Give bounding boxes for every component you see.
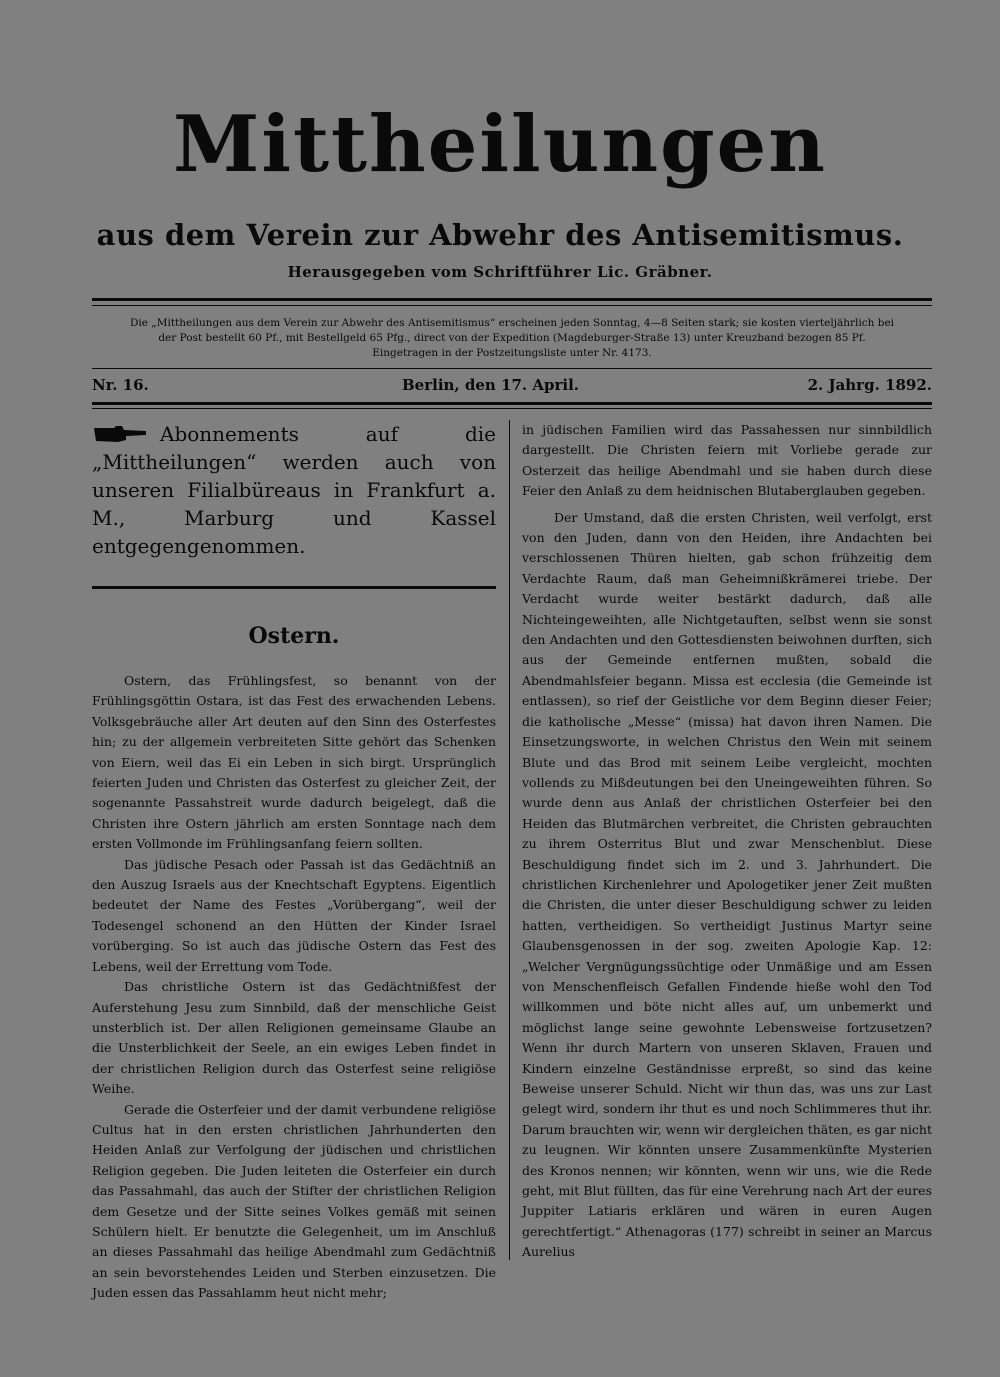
announcement-text: Abonnements auf die „Mittheilungen“ werden auch von unseren Filialbüreaus in Frankfurt a. M., Marburg und Kassel entgegengenommen. [92,422,496,558]
issue-number: Nr. 16. [92,376,149,394]
left-paragraph: Das jüdische Pesach oder Passah ist das Gedächtniß an den Auszug Israels aus der Knechtschaft Egyptens. Eigentlich bedeutet der Name des Festes „Vorübergang“, weil der Todesengel schonend an den Hütten der Kinder Israel vorüberging. So ist auch das jüdische Ostern das Fest des Lebens, weil der Errettung vom Tode. [92,856,496,974]
left-paragraph: Ostern, das Frühlingsfest, so benannt von der Frühlingsgöttin Ostara, ist das Fest des erwachenden Lebens. Volksgebräuche aller Art deuten auf den Sinn des Osterfestes hin; zu der allgemein verbreiteten Sitte gehört das Schenken von Eiern, weil das Ei ein Leben in sich birgt. Ursprünglich feierten Juden und Christen das Osterfest zu gleicher Zeit, der sogenannte Passahstreit wurde dadurch beigelegt, daß die Christen ihre Ostern jährlich am ersten Sonntage nach dem ersten Vollmonde im Frühlingsanfang feiern sollten. [92,673,496,852]
subscription-notice [92,316,932,361]
issue-year: 2. Jahrg. 1892. [807,376,932,394]
right-paragraph: in jüdischen Familien wird das Passahessen nur sinnbildlich dargestellt. Die Christen feiern mit Vorliebe gerade zur Osterzeit das heilige Abendmahl und sie haben durch diese Feier den Anlaß zu dem heidnischen Blutaberglauben gegeben. [522,422,932,499]
notice-line-2: der Post bestellt 60 Pf., mit Bestellgeld 65 Pfg., direct von der Expedition (Magdeburger-Straße 13) unter Kreuzband bezogen 85 Pf. [158,332,866,344]
publisher-line: Herausgegeben vom Schriftführer Lic. Gräbner. [287,263,713,281]
issue-rule-top [92,368,932,369]
right-column [522,420,932,1263]
left-paragraph: Das christliche Ostern ist das Gedächtnißfest der Auferstehung Jesu zum Sinnbild, daß der menschliche Geist unsterblich ist. Der allen Religionen gemeinsame Glaube an die Unsterblichkeit der Seele, an ein ewiges Leben findet in der christlichen Religion durch das Osterfest seine religiöse Weihe. [92,979,496,1097]
column-divider [509,420,510,1260]
article-title: Ostern. [248,623,340,649]
pointing-hand-icon [92,424,148,444]
masthead-subtitle: aus dem Verein zur Abwehr des Antisemitismus. [96,218,904,252]
issue-rule-bottom [92,402,932,405]
top-rule-thin [92,305,932,306]
right-paragraph: Der Umstand, daß die ersten Christen, weil verfolgt, erst von den Juden, dann von den Heiden, ihre Andachten bei verschlossenen Thüren hielten, gab schon frühzeitig dem Verdachte Raum, daß man Geheimnißkrämerei triebe. Der Verdacht wurde weiter bestärkt dadurch, daß alle Nichteingeweihten, alle Nichtgetauften, selbst wenn sie sonst den Andachten und den Gottesdiensten beiwohnen durften, sich aus der Gemeinde entfernen mußten, sobald die Abendmahlsfeier begann. Missa est ecclesia (die Gemeinde ist entlassen), so rief der Geistliche vor dem Beginn dieser Feier; die katholische „Messe“ (missa) hat davon ihren Namen. Die Einsetzungsworte, in welchen Christus den Wein mit seinem Blute und das Brod mit seinem Leibe vergleicht, mochten vollends zu Mißdeutungen bei den Uneingeweihten führen. So wurde denn aus Anlaß der christlichen Osterfeier bei den Heiden das Blutmärchen verbreitet, die Christen gebrauchten zu ihrem Osterritus Blut und zwar Menschenblut. Diese Beschuldigung findet sich im 2. und 3. Jahrhundert. Die christlichen Kirchenlehrer und Apologetiker jener Zeit mußten die Christen, die unter dieser Beschuldigung schwer zu leiden hatten, vertheidigen. So vertheidigt Justinus Martyr seine Glaubensgenossen in der sog. zweiten Apologie Kap. 12: „Welcher Vergnügungssüchtige oder Unmäßige und am Essen von Menschenfleisch Gefallen Findende hieße wohl den Tod willkommen und böte nicht alles auf, um unbemerkt und möglichst lange seine gewohnte Lebensweise fortzusetzen? Wenn ihr durch Martern von unseren Sklaven, Frauen und Kindern einzelne Geständnisse erpreßt, so sind das keine Beweise unserer Schuld. Nicht wir thun das, was uns zur Last gelegt wird, sondern ihr thut es und noch Schlimmeres thut ihr. Darum brauchten wir, wenn wir dergleichen thäten, es gar nicht zu leugnen. Wir könnten unsere Zusammenkünfte Mysterien des Kronos nennen; wir könnten, wenn wir uns, wie die Rede geht, mit Blut füllten, das für eine Verehrung nach Art der eures Juppiter Latiaris erklären und wären in euren Augen gerechtfertigt.“ Athenagoras (177) schreibt in seiner an Marcus Aurelius [522,509,932,1260]
top-rule-thick [92,298,932,301]
announcement [92,420,496,560]
masthead-title: Mittheilungen [173,99,827,190]
notice-line-3: Eingetragen in der Postzeitungsliste unter Nr. 4173. [372,347,652,359]
left-paragraph: Gerade die Osterfeier und der damit verbundene religiöse Cultus hat in den ersten christlichen Jahrhunderten den Heiden Anlaß zur Verfolgung der jüdischen und christlichen Religion gegeben. Die Juden leiteten die Osterfeier ein durch das Passahmahl, das auch der Stifter der christlichen Religion dem Gesetze und der Sitte seines Volkes gemäß mit seinen Schülern hielt. Er benutzte die Gelegenheit, um im Anschluß an dieses Passahmahl das heilige Abendmahl zum Gedächtniß an sein bevorstehendes Leiden und Sterben einzusetzen. Die Juden essen das Passahlamm heut nicht mehr; [92,1101,496,1301]
issue-place-date: Berlin, den 17. April. [402,376,579,394]
announcement-rule [92,586,496,589]
issue-rule-bottom-thin [92,408,932,409]
left-column [92,420,496,1304]
notice-line-1: Die „Mittheilungen aus dem Verein zur Abwehr des Antisemitismus“ erscheinen jeden Sonntag, 4—8 Seiten stark; sie kosten vierteljährlich bei [129,317,895,329]
